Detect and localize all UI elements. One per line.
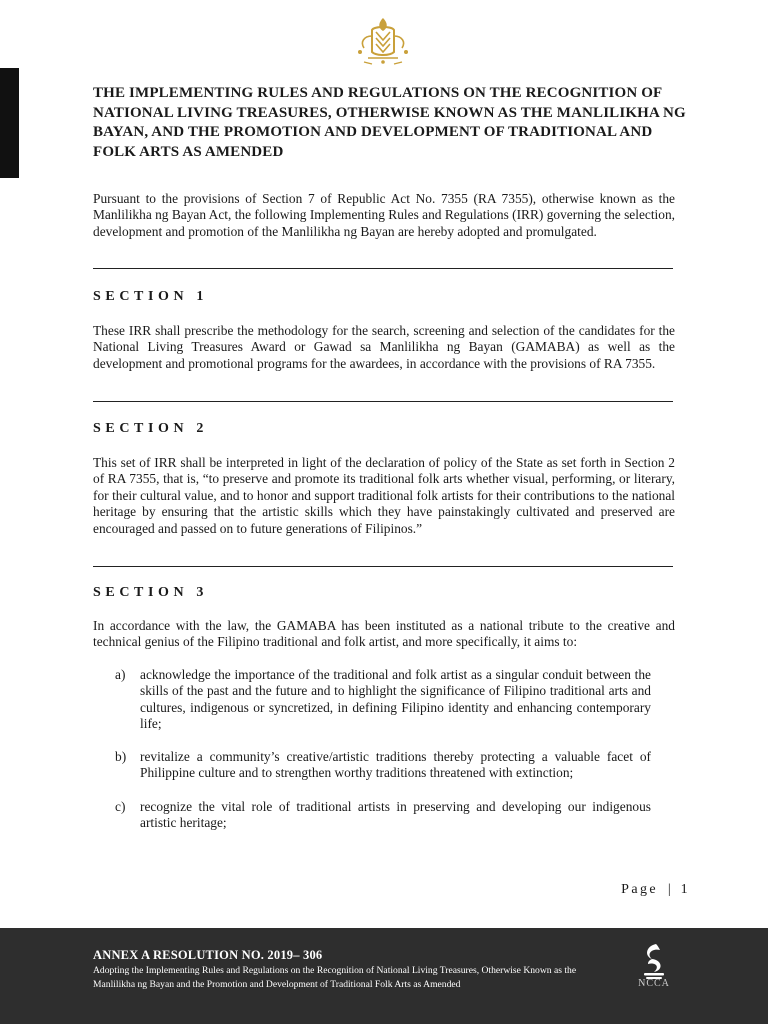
divider	[93, 566, 673, 567]
list-item-text: revitalize a community’s creative/artistic traditions thereby protecting a valuable facet of Philippine culture and to strengthen worthy traditions threatened with extinction;	[140, 749, 651, 781]
list-marker: a)	[115, 667, 126, 682]
document-title: THE IMPLEMENTING RULES AND REGULATIONS ON THE RECOGNITION OF NATIONAL LIVING TREASURES, OTHERWISE KNOWN AS THE MANLILIKHA NG BAYAN, AND THE PROMOTION AND DEVELOPMENT OF TRADITIONAL AND FOLK ARTS AS AMENDED	[93, 85, 686, 160]
section-3-text: In accordance with the law, the GAMABA has been instituted as a national tribute to the creative and technical genius of the Filipino traditional and folk artist, and more specifically, it aims to:	[93, 618, 675, 650]
gamaba-emblem-icon	[350, 14, 416, 70]
list-item-text: acknowledge the importance of the traditional and folk artist as a singular conduit between the skills of the past and the future and to highlight the significance of Filipino traditional arts and cultures, indigenous or syncretized, in defining Filipino identity and enhancing contemporary life;	[140, 667, 651, 732]
footer-description: Adopting the Implementing Rules and Regulations on the Recognition of National Living Treasures, Otherwise Known as the Manlilikha ng Bayan and the Promotion and Development of Traditional Folk Arts as Amended	[93, 965, 577, 990]
page-label: Page	[621, 882, 658, 897]
list-marker: c)	[115, 799, 126, 814]
list-marker: b)	[115, 749, 127, 764]
ncca-logo-icon	[632, 940, 676, 1006]
section-2-heading: SECTION 2	[93, 421, 208, 436]
page-separator: |	[667, 882, 671, 897]
left-edge-tab	[0, 68, 19, 178]
preamble-paragraph: Pursuant to the provisions of Section 7 of Republic Act No. 7355 (RA 7355), otherwise known as the Manlilikha ng Bayan Act, the following Implementing Rules and Regulations (IRR) governing the selection, development and promotion of the Manlilikha ng Bayan are hereby adopted and promulgated.	[93, 191, 676, 239]
divider	[93, 401, 673, 402]
page-number-value: 1	[680, 882, 690, 897]
page-number	[621, 882, 690, 898]
section-2-text: This set of IRR shall be interpreted in light of the declaration of policy of the State as set forth in Section 2 of RA 7355, that is, “to preserve and promote its traditional folk arts whether visual, performing, or literary, for their cultural value, and to honor and support traditional folk artists for their contributions to the national heritage by ensuring that the artistic skills which they have painstakingly cultivated and preserved are encouraged and passed on to future generations of Filipinos.”	[93, 455, 675, 536]
list-item-text: recognize the vital role of traditional artists in preserving and developing our indigenous artistic heritage;	[140, 799, 651, 831]
footer-title: ANNEX A RESOLUTION NO. 2019– 306	[93, 948, 323, 962]
divider	[93, 268, 673, 269]
ncca-logo-text: NCCA	[638, 978, 670, 989]
footer	[0, 928, 768, 1024]
section-1-heading: SECTION 1	[93, 289, 208, 304]
section-3-heading: SECTION 3	[93, 585, 208, 600]
section-1-text: These IRR shall prescribe the methodology for the search, screening and selection of the candidates for the National Living Treasures Award or Gawad sa Manlilikha ng Bayan (GAMABA) as well as the development and promotional programs for the awardees, in accordance with the provisions of RA 7355.	[93, 323, 675, 371]
